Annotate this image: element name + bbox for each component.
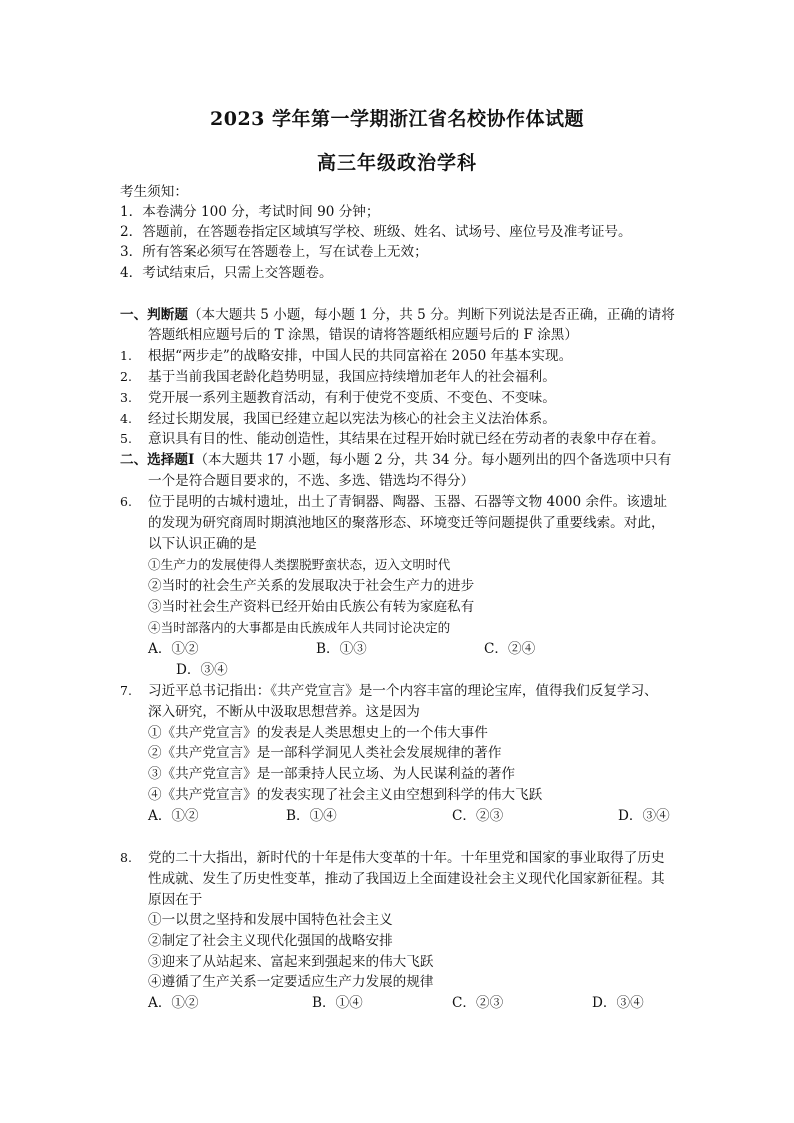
option-c: C．②④	[484, 641, 536, 657]
question-number: 4.	[120, 411, 132, 426]
exam-title: 2023 学年第一学期浙江省名校协作体试题	[210, 108, 584, 130]
section1-header	[120, 305, 675, 325]
statement: ②《共产党宣言》是一部科学洞见人类社会发展规律的著作	[148, 745, 502, 761]
statement: ①一以贯之坚持和发展中国特色社会主义	[148, 912, 393, 928]
section1-desc-cont: 答题纸相应题号后的 T 涂黑，错误的请将答题纸相应题号后的 F 涂黑）	[148, 327, 578, 343]
statement: ③《共产党宣言》是一部秉持人民立场、为人民谋利益的著作	[148, 766, 516, 782]
section2-desc: （本大题共 17 小题，每小题 2 分，共 34 分。每小题列出的四个备选项中只有	[194, 452, 672, 468]
section1-label: 一、判断题	[120, 307, 188, 323]
question-number: 2.	[120, 369, 132, 384]
question-number: 1.	[120, 348, 132, 363]
question-stem: 性成就、发生了历史性变革，推动了我国迈上全面建设社会主义现代化国家新征程。其	[148, 871, 665, 887]
statement: ①《共产党宣言》的发表是人类思想史上的一个伟大事件	[148, 725, 488, 741]
notice-item: 3．所有答案必须写在答题卷上，写在试卷上无效；	[120, 244, 428, 260]
statement: ④《共产党宣言》的发表实现了社会主义由空想到科学的伟大飞跃	[148, 787, 543, 803]
question-stem: 习近平总书记指出：《共产党宣言》是一个内容丰富的理论宝库，值得我们反复学习、	[148, 683, 658, 699]
question-text: 根据“两步走”的战略安排，中国人民的共同富裕在 2050 年基本实现。	[148, 348, 573, 364]
question-number: 6.	[120, 494, 132, 509]
question-number: 3.	[120, 390, 132, 405]
statement: ②当时的社会生产关系的发展取决于社会生产力的进步	[148, 578, 475, 594]
option-b: B．①④	[312, 995, 363, 1011]
option-b: B．①④	[286, 808, 337, 824]
option-c: C．②③	[452, 808, 504, 824]
question-stem: 的发现为研究商周时期滇池地区的聚落形态、环境变迁等问题提供了重要线索。对此，	[148, 515, 665, 531]
question-stem: 位于昆明的古城村遗址，出土了青铜器、陶器、玉器、石器等文物 4000 余件。该遗址	[148, 494, 668, 510]
section2-desc-cont: 一个是符合题目要求的，不选、多选、错选均不得分）	[148, 473, 475, 489]
question-stem: 原因在于	[148, 892, 203, 908]
notice-item: 2．答题前，在答题卷指定区域填写学校、班级、姓名、试场号、座位号及准考证号。	[120, 224, 632, 240]
statement: ③迎来了从站起来、富起来到强起来的伟大飞跃	[148, 954, 434, 970]
question-number: 8.	[120, 850, 132, 865]
option-d: D．③④	[618, 808, 670, 824]
section2-label: 二、选择题Ⅰ	[120, 452, 195, 468]
option-d: D．③④	[592, 995, 644, 1011]
question-number: 5.	[120, 431, 132, 446]
option-a: A．①②	[148, 641, 199, 657]
notice-item: 4．考试结束后，只需上交答题卷。	[120, 265, 333, 281]
statement: ④当时部落内的大事都是由氏族成年人共同讨论决定的	[148, 620, 451, 635]
question-stem: 以下认识正确的是	[148, 536, 257, 552]
exam-subtitle: 高三年级政治学科	[316, 152, 477, 174]
option-a: A．①②	[148, 808, 199, 824]
statement: ②制定了社会主义现代化强国的战略安排	[148, 933, 393, 949]
option-d: D．③④	[176, 662, 228, 678]
notice-heading: 考生须知：	[120, 184, 188, 200]
question-stem: 深入研究，不断从中汲取思想营养。这是因为	[148, 704, 420, 720]
section1-desc: （本大题共 5 小题，每小题 1 分，共 5 分。判断下列说法是否正确，正确的请将	[187, 307, 675, 323]
question-stem: 党的二十大指出，新时代的十年是伟大变革的十年。十年里党和国家的事业取得了历史	[148, 850, 665, 866]
question-text: 经过长期发展，我国已经建立起以宪法为核心的社会主义法治体系。	[148, 411, 556, 427]
question-number: 7.	[120, 683, 132, 698]
question-text: 基于当前我国老龄化趋势明显，我国应持续增加老年人的社会福利。	[148, 369, 556, 385]
option-b: B．①③	[316, 641, 367, 657]
statement: ③当时社会生产资料已经开始由氏族公有转为家庭私有	[148, 599, 475, 615]
notice-item: 1．本卷满分 100 分，考试时间 90 分钟；	[120, 204, 380, 220]
section2-header	[120, 450, 671, 470]
question-text: 党开展一系列主题教育活动，有利于使党不变质、不变色、不变味。	[148, 390, 556, 406]
statement: ①生产力的发展使得人类摆脱野蛮状态，迈入文明时代	[148, 557, 451, 572]
option-a: A．①②	[148, 995, 199, 1011]
statement: ④遵循了生产关系一定要适应生产力发展的规律	[148, 974, 434, 990]
option-c: C．②③	[452, 995, 504, 1011]
question-text: 意识具有目的性、能动创造性，其结果在过程开始时就已经在劳动者的表象中存在着。	[148, 431, 665, 447]
